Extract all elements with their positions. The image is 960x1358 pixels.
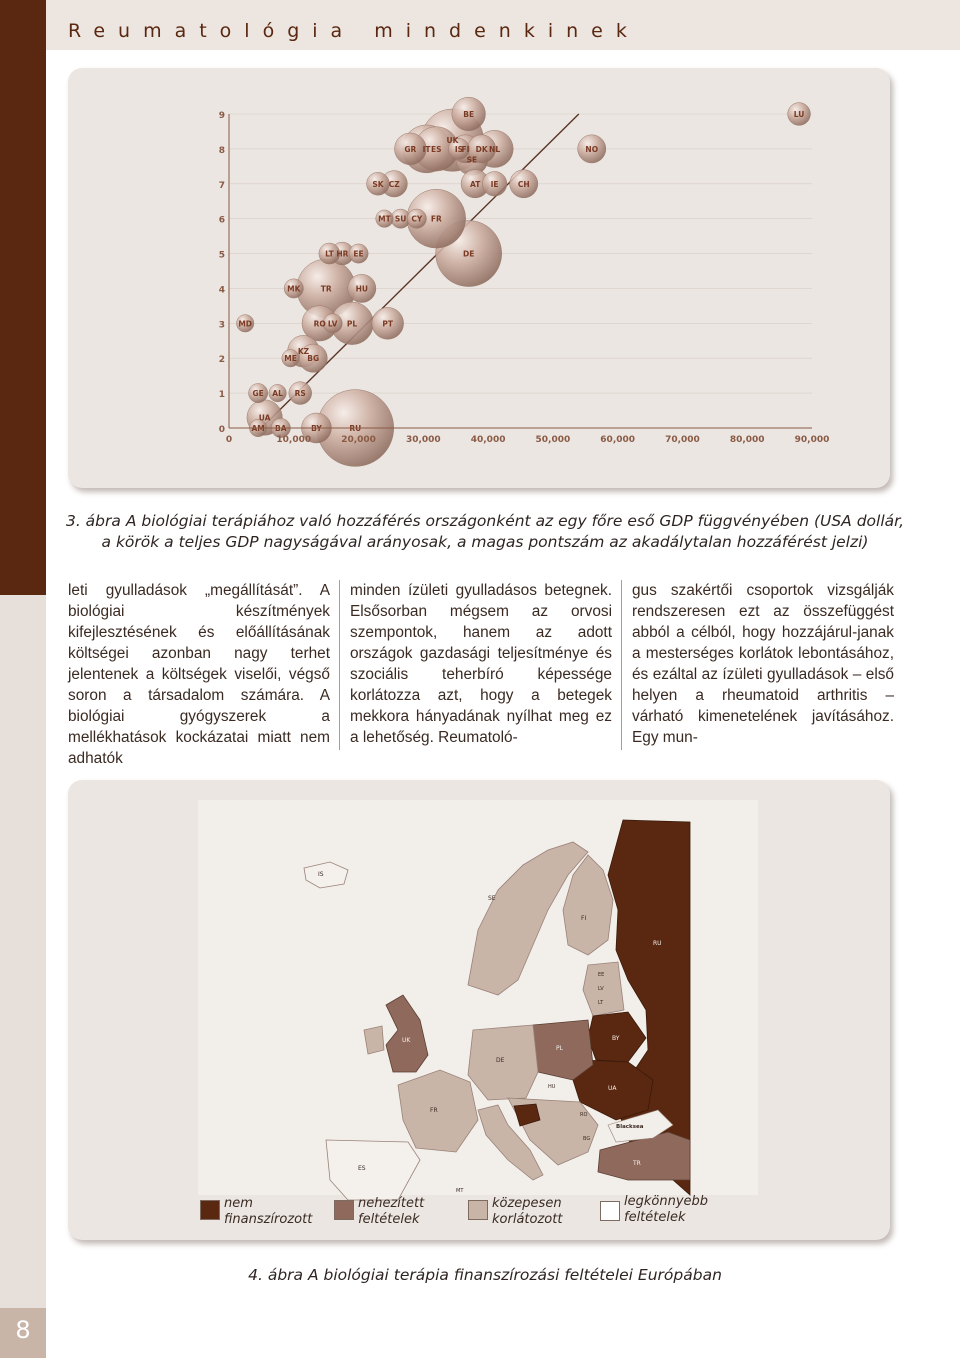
bubble-label: AT — [469, 179, 481, 189]
bubble-label: HU — [355, 284, 368, 294]
y-tick-label: 1 — [218, 390, 225, 401]
bubble-label: CZ — [388, 179, 400, 189]
bubble-label: FI — [461, 144, 470, 154]
y-tick-label: 7 — [218, 180, 225, 191]
bubble-label: MT — [378, 214, 391, 224]
bubble-label: CH — [517, 179, 530, 189]
side-bar-lower — [0, 595, 46, 1308]
bubble-label: PL — [346, 319, 358, 329]
body-column-1 — [68, 580, 330, 769]
legend-swatch — [334, 1200, 354, 1220]
header-title: Reumatológia mindenkinek — [68, 20, 640, 42]
figure-3-caption: 3. ábra A biológiai terápiához való hozzáférés országonként az egy főre eső GDP függvényében (USA dollár, a körök a teljes GDP nagyságával arányosak, a magas pontszám az akadálytalan hozzáférést jelzi) — [65, 512, 905, 551]
bubble-label: LU — [793, 110, 805, 119]
bubble-label: KZ — [297, 347, 310, 357]
bubble-label: NO — [585, 144, 599, 154]
map-label: TR — [633, 1160, 641, 1167]
bubble-label: TR — [320, 284, 332, 294]
legend-swatch — [600, 1201, 620, 1221]
paragraph: gus szakértői csoportok vizsgálják rendszeresen ezt az összefüggést abból a célból, hogy hozzájárul-janak a mesterséges korlátok lebontásához, és ezáltal az ízületi gyulladások – első helyen a rheumatoid arthritis – várható kimenetelének javításához. Egy mun- — [632, 582, 894, 746]
bubble-label: LV — [327, 319, 338, 329]
bubble-label: PT — [382, 319, 394, 329]
y-tick-label: 8 — [218, 145, 225, 156]
map-label: LT — [598, 1000, 604, 1006]
y-tick-label: 2 — [218, 355, 225, 366]
y-tick-label: 4 — [218, 285, 225, 296]
bubble-label: MD — [238, 319, 253, 329]
bubble-label: ES — [431, 144, 442, 154]
map-label: MT — [456, 1188, 464, 1194]
bubble-chart — [68, 68, 890, 488]
bubble-label: RU — [349, 424, 362, 433]
bubble-label: UA — [258, 413, 271, 423]
x-tick-label: 90,000 — [794, 435, 830, 445]
bubble-label: DK — [475, 144, 488, 154]
map-label: Blacksea — [616, 1124, 644, 1130]
bubble-label: ME — [284, 354, 297, 364]
map-label: EE — [598, 972, 605, 978]
bubble-label: IT — [422, 144, 431, 154]
y-tick-label: 0 — [218, 425, 225, 435]
y-tick-label: 5 — [218, 250, 225, 261]
bubble-label: HR — [336, 249, 349, 259]
bubble-label: IS — [454, 144, 464, 154]
map-label: HU — [548, 1084, 556, 1090]
europe-map-card — [68, 780, 890, 1240]
map-label: FI — [581, 915, 587, 922]
map-label: DE — [496, 1057, 505, 1064]
x-tick-label: 10,000 — [276, 435, 312, 445]
map-label: LV — [598, 986, 604, 992]
bubble-label: SU — [394, 214, 407, 224]
bubble-label: RO — [313, 319, 326, 329]
side-bar — [0, 0, 46, 595]
map-label: FR — [430, 1107, 438, 1114]
x-tick-label: 30,000 — [405, 435, 441, 445]
y-tick-label: 9 — [218, 111, 225, 121]
map-label: IS — [318, 871, 324, 878]
x-tick-label: 40,000 — [470, 435, 506, 445]
map-label: BY — [612, 1035, 620, 1042]
map-label: ES — [358, 1165, 366, 1172]
figure-4-caption: 4. ábra A biológiai terápia finanszírozási feltételei Európában — [248, 1266, 722, 1284]
y-tick-label: 3 — [218, 320, 225, 331]
map-label: RO — [580, 1112, 588, 1118]
bubble-chart-card — [68, 68, 890, 488]
column-divider — [339, 580, 340, 750]
paragraph: leti gyulladások „megállítását”. A biológiai készítmények kifejlesztésének és előállításának költségei azonban nagy terhet jelentenek a költségek viselői, végső soron a társadalom számára. A biológiai gyógyszerek a mellékhatások kockázatai miatt nem adhatók — [68, 582, 330, 767]
legend-swatch — [200, 1200, 220, 1220]
bubble-label: GR — [404, 144, 417, 154]
bubble-label: NL — [489, 144, 501, 154]
bubble-label: AM — [251, 424, 265, 433]
x-tick-label: 60,000 — [600, 435, 636, 445]
map-label: UK — [402, 1037, 411, 1044]
bubble-label: SE — [466, 155, 478, 165]
page-number: 8 — [15, 1316, 31, 1344]
map-label: PL — [556, 1045, 563, 1052]
bubble-label: MK — [287, 284, 301, 294]
bubble-label: DE — [462, 249, 475, 259]
map-label: BG — [583, 1136, 591, 1142]
legend-label: nehezített feltételek — [358, 1196, 425, 1227]
bubble-label: UK — [446, 136, 459, 146]
legend-swatch — [468, 1200, 488, 1220]
y-tick-label: 6 — [218, 215, 225, 226]
x-tick-label: 50,000 — [535, 435, 571, 445]
bubble-label: BY — [311, 424, 322, 433]
x-tick-label: 70,000 — [665, 435, 700, 445]
bubble-label: BE — [463, 110, 475, 119]
map-label: SE — [488, 895, 496, 902]
bubble-label: CY — [411, 214, 423, 224]
body-column-3 — [632, 580, 894, 748]
body-column-2 — [350, 580, 612, 748]
bubble-label: RS — [294, 389, 306, 399]
bubble-label: AL — [272, 389, 283, 399]
map-label: UA — [608, 1085, 617, 1092]
map-region-ireland — [364, 1026, 384, 1054]
bubble-label: IE — [490, 179, 499, 189]
europe-map — [68, 780, 890, 1240]
legend-label: közepesen korlátozott — [492, 1196, 563, 1227]
bubble-label: GE — [252, 389, 264, 399]
bubble-label: BG — [307, 354, 320, 364]
bubble-label: EE — [353, 249, 364, 259]
x-tick-label: 80,000 — [729, 435, 765, 445]
column-divider — [621, 580, 622, 750]
bubble-label: LT — [325, 249, 334, 259]
x-tick-label: 20,000 — [341, 435, 376, 445]
legend-label: legkönnyebb feltételek — [624, 1194, 709, 1225]
paragraph: minden ízületi gyulladásos betegnek. Elsősorban mégsem az orvosi szempontok, hanem az adott országok gazdasági teljesítménye és szociális teherbíró képessége korlátozza azt, hogy a betegek mekkora hányadának nyílhat meg ez a lehetőség. Reumatoló- — [350, 582, 612, 746]
bubble-label: BA — [275, 424, 287, 433]
bubble-label: FR — [430, 214, 442, 224]
map-label: RU — [653, 940, 662, 947]
legend-label: nem finanszírozott — [224, 1196, 313, 1227]
bubble-label: SK — [372, 179, 384, 189]
x-tick-label: 0 — [225, 435, 233, 445]
